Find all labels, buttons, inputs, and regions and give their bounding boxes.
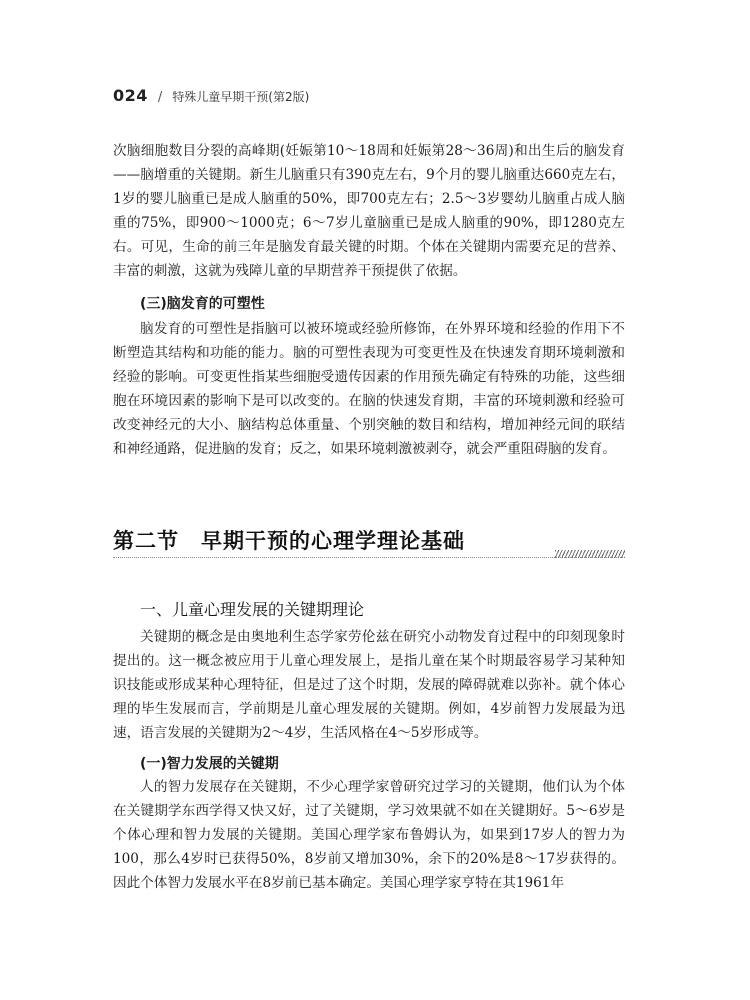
running-header (113, 86, 309, 105)
section-hatch-ornament (555, 550, 625, 558)
subheading-brain-plasticity: (三)脑发育的可塑性 (140, 296, 265, 312)
subheading-intelligence-critical-period: (一)智力发展的关键期 (140, 756, 279, 772)
book-title: 特殊儿童早期干预(第2版) (172, 90, 310, 104)
section-title (113, 525, 465, 555)
heading-critical-period-theory: 一、儿童心理发展的关键期理论 (140, 600, 365, 619)
paragraph-critical-period (113, 625, 625, 745)
paragraph-intelligence (113, 775, 625, 895)
paragraph-text: 次脑细胞数目分裂的高峰期(妊娠第10～18周和妊娠第28～36周)和出生后的脑发育——脑增重的关键期。新生儿脑重只有390克左右，9个月的婴儿脑重达660克左右，1岁的婴儿脑重已是成人脑重的50%，即700克左右；2.5～3岁婴幼儿脑重占成人脑重的75%，即900～1000克；6～7岁儿童脑重已是成人脑重的90%，即1280克左右。可见，生命的前三年是脑发育最关键的时期。个体在关键期内需要充足的营养、丰富的刺激，这就为残障儿童的早期营养干预提供了依据。 (113, 143, 625, 279)
header-separator: / (157, 90, 163, 105)
page-number: 024 (113, 86, 148, 105)
paragraph-brain-weight (113, 139, 625, 283)
section-number: 第二节 (113, 528, 179, 553)
section-divider (113, 556, 625, 558)
paragraph-text: 脑发育的可塑性是指脑可以被环境或经验所修饰，在外界环境和经验的作用下不断塑造其结构和功能的能力。脑的可塑性表现为可变更性及在快速发育期环境刺激和经验的影响。可变更性指某些细胞受遗传因素的作用预先确定有特殊的功能，这些细胞在环境因素的影响下是可以改变的。在脑的快速发育期，丰富的环境刺激和经验可改变神经元的大小、脑结构总体重量、个别突触的数目和结构，增加神经元间的联结和神经通路，促进脑的发育；反之，如果环境刺激被剥夺，就会严重阻碍脑的发育。 (113, 321, 625, 457)
paragraph-text: 人的智力发展存在关键期，不少心理学家曾研究过学习的关键期，他们认为个体在关键期学东西学得又快又好，过了关键期，学习效果就不如在关键期好。5～6岁是个体心理和智力发展的关键期。美国心理学家布鲁姆认为，如果到17岁人的智力为100，那么4岁时已获得50%，8岁前又增加30%，余下的20%是8～17岁获得的。因此个体智力发展水平在8岁前已基本确定。美国心理学家亨特在其1961年 (113, 779, 625, 891)
section-title-text: 早期干预的心理学理论基础 (201, 528, 465, 553)
paragraph-plasticity (113, 317, 625, 461)
paragraph-text: 关键期的概念是由奥地利生态学家劳伦兹在研究小动物发育过程中的印刻现象时提出的。这一概念被应用于儿童心理发展上，是指儿童在某个时期最容易学习某种知识技能或形成某种心理特征，但是过了这个时期，发展的障碍就难以弥补。就个体心理的毕生发展而言，学前期是儿童心理发展的关键期。例如，4岁前智力发展最为迅速，语言发展的关键期为2～4岁，生活风格在4～5岁形成等。 (113, 629, 625, 741)
